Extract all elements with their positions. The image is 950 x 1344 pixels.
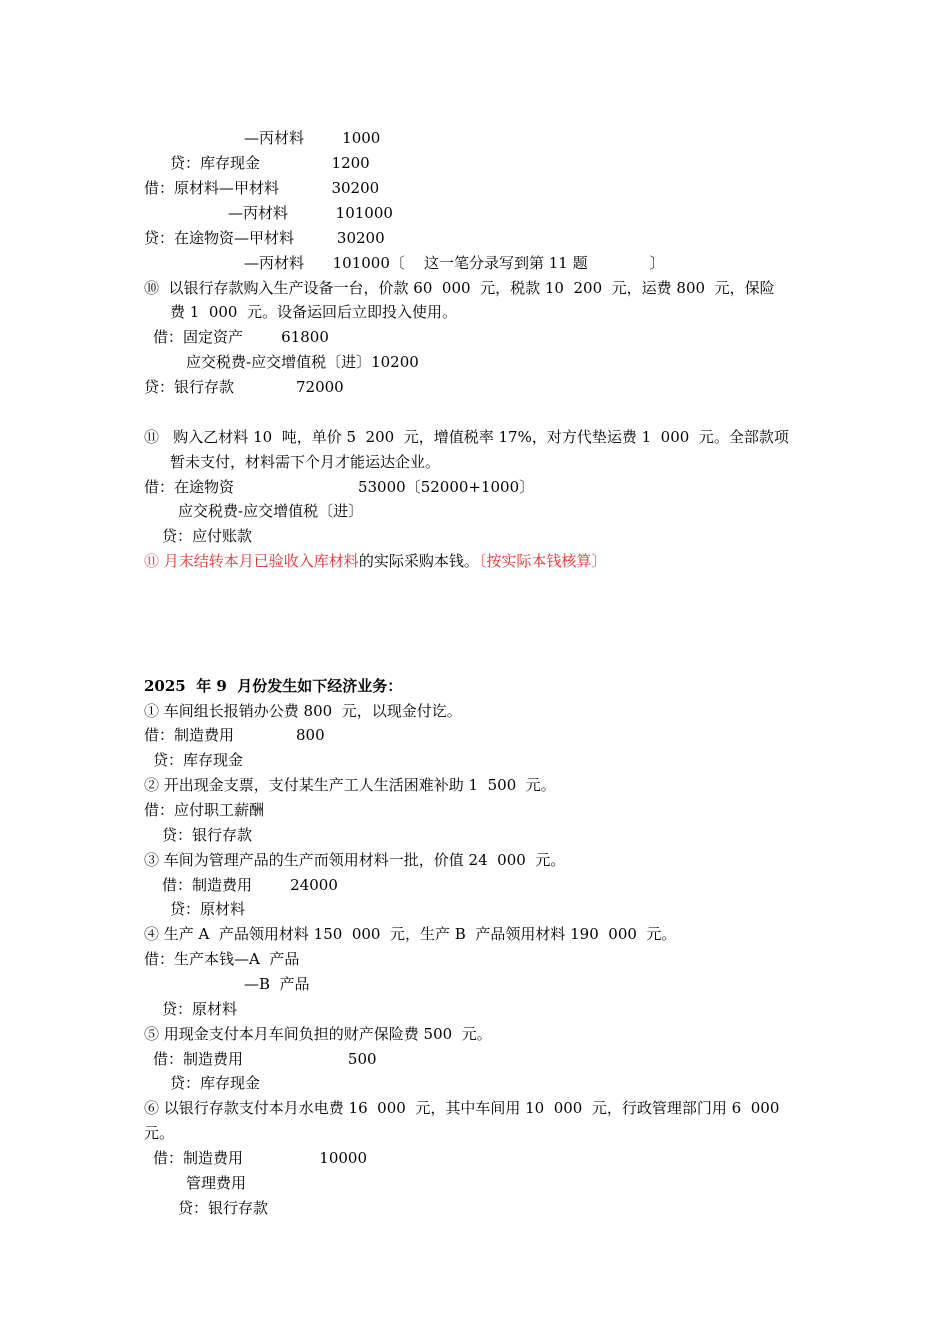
highlighted-question (144, 551, 606, 571)
entry-line: 借：应付职工薪酬 (144, 801, 265, 819)
entry-line: 借：制造费用 24000 (162, 876, 338, 894)
entry-line: 贷：库存现金 (153, 751, 244, 769)
entry-line: 借：生产本钱—A 产品 (144, 950, 300, 968)
question-line: ⑩ 以银行存款购入生产设备一台，价款 60 000 元，税款 10 200 元，运费 800 元，保险 (144, 279, 775, 297)
entry-line: 借：固定资产 61800 (153, 328, 329, 346)
entry-line: 借：在途物资 53000〔52000+1000〕 (144, 478, 535, 496)
entry-line: —B 产品 (244, 975, 310, 993)
section-heading: 2025 年 9 月份发生如下经济业务： (144, 677, 403, 695)
question-line: ③ 车间为管理产品的生产而领用材料一批，价值 24 000 元。 (144, 851, 566, 869)
entry-line: 贷：原材料 (162, 1000, 238, 1018)
question-line: ⑥ 以银行存款支付本月水电费 16 000 元，其中车间用 10 000 元，行政管理部门用 6 000 (144, 1099, 780, 1117)
entry-line: —丙材料 1000 (244, 129, 381, 147)
entry-line: 贷：在途物资—甲材料 30200 (144, 229, 385, 247)
question-number: ⑪ (144, 552, 160, 570)
entry-line: 借：制造费用 10000 (153, 1149, 368, 1167)
entry-line: 贷：库存现金 1200 (170, 154, 370, 172)
entry-line: 贷：原材料 (170, 900, 246, 918)
entry-line: 管理费用 (186, 1174, 247, 1192)
question-line: ⑤ 用现金支付本月车间负担的财产保险费 500 元。 (144, 1025, 492, 1043)
entry-line: 贷：库存现金 (170, 1074, 261, 1092)
entry-line: 应交税费-应交增值税〔进〕 (178, 502, 364, 520)
entry-line: 贷：应付账款 (162, 527, 253, 545)
entry-line: 应交税费-应交增值税〔进〕10200 (186, 353, 419, 371)
entry-line: 借：制造费用 800 (144, 726, 325, 744)
entry-line: 借：原材料—甲材料 30200 (144, 179, 380, 197)
question-line: ② 开出现金支票，支付某生产工人生活困难补助 1 500 元。 (144, 776, 556, 794)
question-line: 费 1 000 元。设备运回后立即投入使用。 (170, 303, 458, 321)
entry-line: 贷：银行存款 (162, 826, 253, 844)
question-line: 暂未支付，材料需下个月才能运达企业。 (170, 453, 441, 471)
question-line: ① 车间组长报销办公费 800 元，以现金付讫。 (144, 702, 462, 720)
question-line: ④ 生产 A 产品领用材料 150 000 元，生产 B 产品领用材料 190 000 元。 (144, 925, 677, 943)
entry-line: —丙材料 101000 (228, 204, 393, 222)
highlighted-text: 月末结转本月已验收入库材料 (163, 552, 359, 570)
question-line: ⑪ 购入乙材料 10 吨，单价 5 200 元，增值税率 17%，对方代垫运费 1 000 元。全部款项 (144, 428, 789, 446)
entry-line: 借：制造费用 500 (153, 1050, 377, 1068)
question-line: 元。 (144, 1124, 175, 1142)
entry-line: 贷：银行存款 (178, 1199, 269, 1217)
entry-line: —丙材料 101000〔 这一笔分录写到第 11 题 〕 (244, 254, 665, 272)
highlighted-note: 〔按实际本钱核算〕 (478, 552, 607, 570)
question-text: 的实际采购本钱。 (358, 552, 479, 570)
entry-line: 贷：银行存款 72000 (144, 378, 344, 396)
